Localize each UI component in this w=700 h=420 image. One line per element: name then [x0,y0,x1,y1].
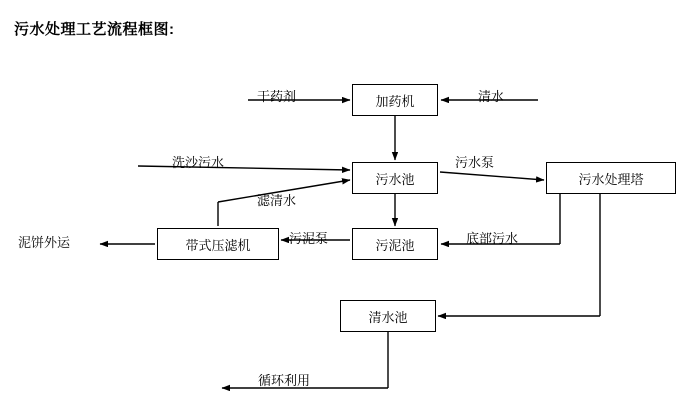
node-dosing-machine[interactable] [352,84,438,116]
node-label: 污水处理塔 [578,171,644,187]
node-sewage-pool[interactable] [352,162,438,194]
node-belt-filter-press[interactable] [157,228,279,260]
node-label: 污泥池 [375,237,415,253]
node-clean-water-pool[interactable] [340,300,436,332]
edge-label-sand-washing-sewage: 洗沙污水 [172,155,225,170]
edge-label-filtrate-water: 滤清水 [257,193,297,208]
edge-label-sludge-pump: 污泥泵 [289,231,329,246]
node-label: 清水池 [368,309,408,325]
node-label: 加药机 [375,93,415,109]
edge-label-clear-water: 清水 [478,89,505,104]
page-title: 污水处理工艺流程框图: [14,21,175,38]
edge-label-mud-cake-transport: 泥饼外运 [18,235,71,250]
edge-label-bottom-sewage: 底部污水 [466,231,519,246]
node-label: 污水池 [375,171,415,187]
node-sewage-treatment-tower[interactable] [546,162,676,194]
edge-label-recycling: 循环利用 [258,373,311,388]
node-label: 带式压滤机 [185,237,251,253]
edge-label-dry-agent: 干药剂 [257,89,297,104]
node-sludge-pool[interactable] [352,228,438,260]
edge-label-sewage-pump: 污水泵 [455,155,495,170]
